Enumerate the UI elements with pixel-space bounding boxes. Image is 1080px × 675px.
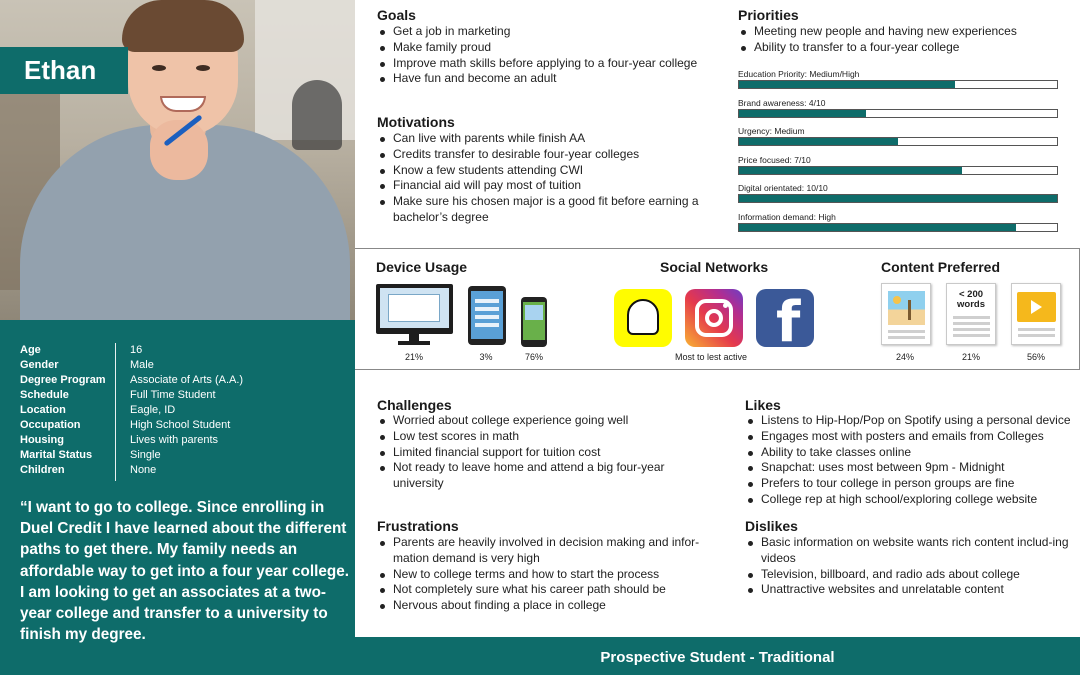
persona-name: Ethan (0, 47, 128, 94)
priority-bar-fill (739, 138, 898, 145)
list-item: Credits transfer to desirable four-year colleges (377, 147, 702, 163)
list-item: Financial aid will pay most of tuition (377, 178, 702, 194)
priority-bar-fill (739, 167, 962, 174)
persona-type-footer: Prospective Student - Traditional (355, 637, 1080, 675)
list-item: Snapchat: uses most between 9pm - Midnight (745, 460, 1075, 476)
priority-bar (738, 154, 1060, 183)
priority-bar-track (738, 80, 1058, 89)
likes-title: Likes (745, 397, 781, 413)
video-document-icon (1011, 283, 1061, 345)
persona-info-list (20, 343, 340, 478)
frustrations-list (377, 535, 712, 614)
priorities-title: Priorities (738, 7, 799, 23)
priority-bar-track (738, 109, 1058, 118)
info-row-location: Location Eagle, ID (20, 404, 176, 416)
play-icon (1031, 300, 1042, 314)
list-item: Ability to transfer to a four-year college (738, 40, 1068, 56)
list-item: Get a job in marketing (377, 24, 717, 40)
list-item: Low test scores in math (377, 429, 702, 445)
list-item: Listens to Hip-Hop/Pop on Spotify using a personal device (745, 413, 1075, 429)
likes-list (745, 413, 1075, 508)
desktop-usage-percent: 21% (404, 352, 423, 362)
info-row-age: Age 16 (20, 344, 143, 356)
priority-bar (738, 211, 1060, 240)
image-document-icon (881, 283, 931, 345)
priority-bar-fill (739, 195, 1057, 202)
list-item: New to college terms and how to start the process (377, 567, 712, 583)
text-content-percent: 21% (961, 352, 980, 362)
priority-bar-label: Digital orientated: 10/10 (738, 183, 828, 193)
list-item: Basic information on website wants rich content includ-ing videos (745, 535, 1070, 567)
priority-bar-label: Price focused: 7/10 (738, 154, 811, 165)
list-item: College rep at high school/exploring college website (745, 492, 1075, 508)
list-item: Prefers to tour college in person groups are fine (745, 476, 1075, 492)
info-divider (115, 343, 116, 481)
list-item: Make family proud (377, 40, 717, 56)
priority-bar-label: Education Priority: Medium/High (738, 69, 860, 79)
device-usage-title: Device Usage (376, 259, 468, 275)
list-item: Television, billboard, and radio ads about college (745, 567, 1070, 583)
info-row-children: Children None (20, 464, 157, 476)
motivations-title: Motivations (377, 114, 455, 130)
list-item: Know a few students attending CWI (377, 163, 702, 179)
priority-bar (738, 182, 1060, 211)
priority-bar-fill (739, 110, 866, 117)
dislikes-list (745, 535, 1070, 598)
challenges-title: Challenges (377, 397, 452, 413)
background-person (292, 80, 342, 150)
priorities-list (738, 24, 1068, 56)
list-item: Parents are heavily involved in decision making and infor-mation demand is very high (377, 535, 712, 567)
list-item: Worried about college experience going well (377, 413, 702, 429)
list-item: Improve math skills before applying to a four-year college (377, 56, 717, 72)
priority-bar (738, 68, 1060, 97)
goals-title: Goals (377, 7, 416, 23)
motivations-list (377, 131, 702, 226)
instagram-icon (685, 289, 743, 347)
list-item: Engages most with posters and emails from Colleges (745, 429, 1075, 445)
priority-bar-label: Information demand: High (738, 211, 836, 222)
info-row-occupation: Occupation High School Student (20, 419, 231, 431)
priority-bar-fill (739, 81, 955, 88)
list-item: Ability to take classes online (745, 445, 1075, 461)
list-item: Make sure his chosen major is a good fit before earning a bachelor’s degree (377, 194, 702, 226)
priority-bar-track (738, 223, 1058, 232)
priority-bar-fill (739, 224, 1016, 231)
goals-list (377, 24, 717, 87)
persona-quote: “I want to go to college. Since enrolling in Duel Credit I have learned about the different paths to get there. My family needs an affordable way to get into a four year college. I am looking to get an associates at a two-year college and transfer to a university to finish my degree. (20, 499, 349, 644)
priority-bar-label: Urgency: Medium (738, 126, 805, 136)
frustrations-title: Frustrations (377, 518, 459, 534)
info-row-housing: Housing Lives with parents (20, 434, 219, 446)
social-networks-title: Social Networks (660, 259, 769, 275)
list-item: Limited financial support for tuition cost (377, 445, 702, 461)
image-content-percent: 24% (895, 352, 914, 362)
priority-bar (738, 125, 1060, 154)
social-networks-caption: Most to lest active (674, 352, 748, 362)
list-item: Nervous about finding a place in college (377, 598, 712, 614)
dislikes-title: Dislikes (745, 518, 798, 534)
list-item: Unattractive websites and unrelatable content (745, 582, 1070, 598)
persona-hair (122, 0, 244, 52)
priority-bar-track (738, 194, 1058, 203)
challenges-list (377, 413, 702, 492)
priority-bar-label: Brand awareness: 4/10 (738, 97, 826, 108)
list-item: Meeting new people and having new experiences (738, 24, 1068, 40)
list-item: Not completely sure what his career path should be (377, 582, 712, 598)
list-item: Not ready to leave home and attend a big four-year university (377, 460, 702, 492)
snapchat-icon (614, 289, 672, 347)
short-text-document-icon: < 200 words (946, 283, 996, 345)
list-item: Have fun and become an adult (377, 71, 717, 87)
priority-bar-track (738, 137, 1058, 146)
facebook-icon: f (756, 289, 814, 347)
info-row-degree-program: Degree Program Associate of Arts (A.A.) (20, 374, 244, 386)
priority-bars (738, 68, 1060, 239)
priority-bar (738, 97, 1060, 126)
smartphone-usage-percent: 76% (524, 352, 543, 362)
info-row-schedule: Schedule Full Time Student (20, 389, 216, 401)
video-content-percent: 56% (1026, 352, 1045, 362)
channels-box (355, 248, 1080, 370)
content-preferred-title: Content Preferred (881, 259, 1001, 275)
info-row-gender: Gender Male (20, 359, 154, 371)
priority-bar-track (738, 166, 1058, 175)
persona-details-panel (0, 320, 355, 675)
list-item: Can live with parents while finish AA (377, 131, 702, 147)
info-row-marital-status: Marital Status Single (20, 449, 161, 461)
tablet-usage-percent: 3% (479, 352, 493, 362)
